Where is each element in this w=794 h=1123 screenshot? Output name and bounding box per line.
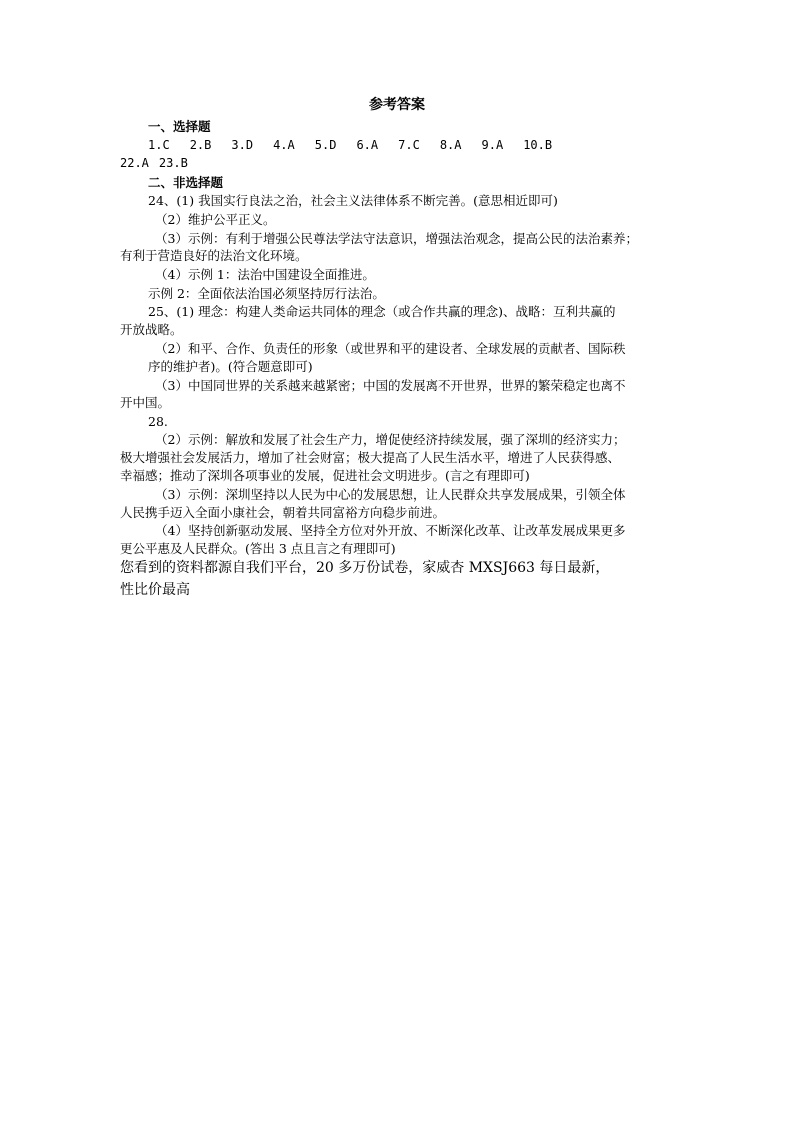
answer-line: 开放战略。 <box>120 322 183 337</box>
answer-item: 1.C <box>148 138 170 152</box>
footer-line: 您看到的资料都源自我们平台，20 多万份试卷，家威杏 MXSJ663 每日最新， <box>120 560 610 576</box>
answer-line: 序的维护者)。(符合题意即可) <box>148 359 313 374</box>
answer-line: 开中国。 <box>120 395 171 410</box>
answer-item: 3.D <box>231 138 254 152</box>
section-heading-choice: 一、选择题 <box>148 119 211 134</box>
answer-item: 8.A <box>439 138 462 152</box>
answer-item: 22.A <box>120 156 149 170</box>
answer-line: 28. <box>148 414 168 429</box>
answer-item: 23.B <box>158 156 188 170</box>
answer-item: 9.A <box>481 138 504 152</box>
answer-line: （3）示例：深圳坚持以人民为中心的发展思想，让人民群众共享发展成果，引领全体 <box>155 487 626 502</box>
answer-line: 人民携手迈入全面小康社会，朝着共同富裕方向稳步前进。 <box>120 505 446 520</box>
answer-line: （2）维护公平正义。 <box>155 212 276 227</box>
answer-line: 24、(1) 我国实行良法之治，社会主义法律体系不断完善。(意思相近即可) <box>148 193 558 208</box>
answer-line: 更公平惠及人民群众。(答出 3 点且言之有理即可) <box>120 541 396 556</box>
choice-answers-row-1 <box>148 137 572 153</box>
answer-line: 有利于营造良好的法治文化环境。 <box>120 248 308 263</box>
footer-line: 性比价最高 <box>120 582 190 598</box>
answer-item: 7.C <box>398 138 420 152</box>
answer-line: （2）示例：解放和发展了社会生产力，增促使经济持续发展，强了深圳的经济实力； <box>155 432 626 447</box>
answer-item: 10.B <box>523 138 553 152</box>
page-title: 参考答案 <box>369 97 425 113</box>
answer-line: 幸福感；推动了深圳各项事业的发展，促进社会文明进步。(言之有理即可) <box>120 468 530 483</box>
answer-line: 极大增强社会发展活力，增加了社会财富；极大提高了人民生活水平，增进了人民获得感、 <box>120 450 621 465</box>
choice-answers-row-2 <box>120 155 208 171</box>
answer-line: （3）示例：有利于增强公民尊法学法守法意识，增强法治观念，提高公民的法治素养； <box>155 231 638 246</box>
answer-item: 4.A <box>273 138 295 152</box>
section-heading-nonchoice: 二、非选择题 <box>148 175 224 190</box>
answer-line: （3）中国同世界的关系越来越紧密；中国的发展离不开世界，世界的繁荣稳定也离不 <box>155 378 626 393</box>
answer-item: 2.B <box>189 138 212 152</box>
answer-line: （4）示例 1：法治中国建设全面推进。 <box>155 267 375 282</box>
answer-line: （4）坚持创新驱动发展、坚持全方位对外开放、不断深化改革、让改革发展成果更多 <box>155 523 626 538</box>
answer-line: （2）和平、合作、负责任的形象（或世界和平的建设者、全球发展的贡献者、国际秩 <box>155 341 626 356</box>
answer-item: 5.D <box>314 138 337 152</box>
answer-item: 6.A <box>356 138 379 152</box>
answer-line: 示例 2：全面依法治国必须坚持厉行法治。 <box>148 286 385 301</box>
answer-line: 25、(1) 理念：构建人类命运共同体的理念（或合作共赢的理念)、战略：互利共赢的 <box>148 304 616 319</box>
